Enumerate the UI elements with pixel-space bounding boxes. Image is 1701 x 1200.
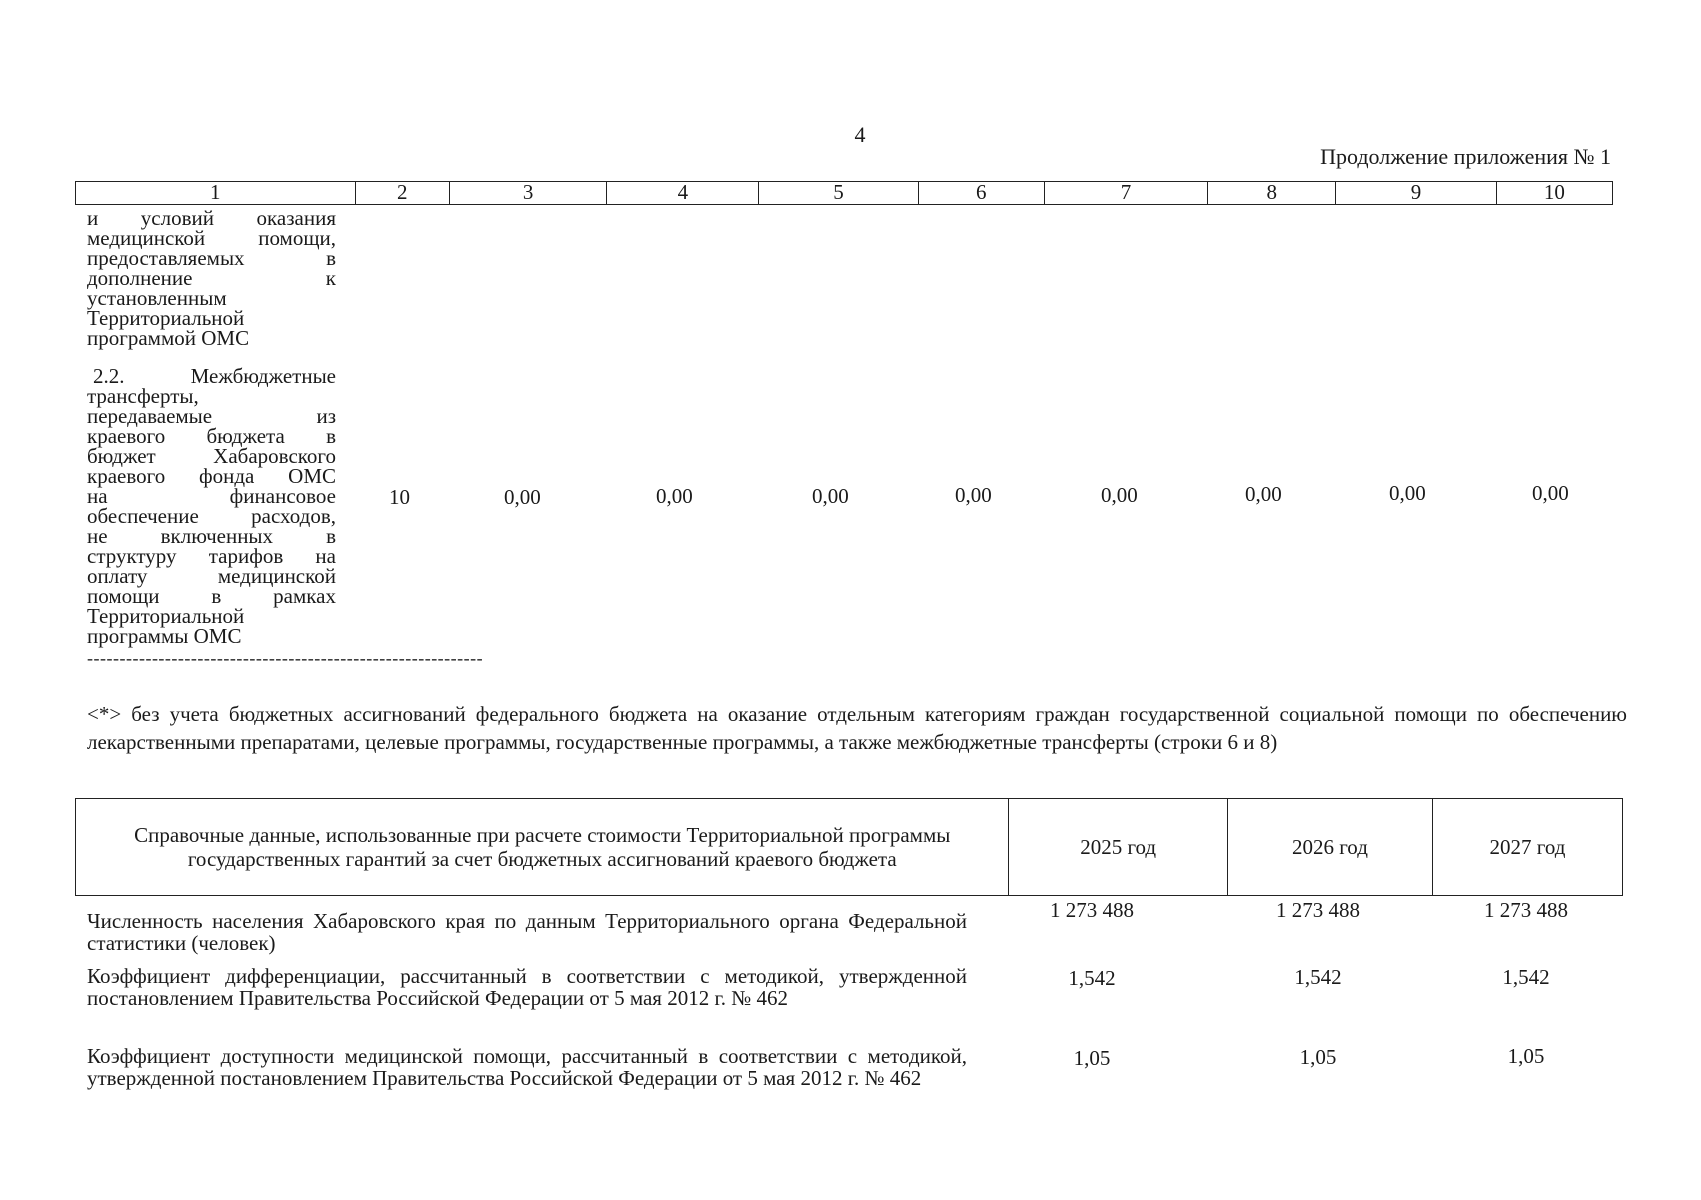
reference-row-differentiation-2026: 1,542 — [1294, 965, 1342, 989]
text-line: и условий оказания — [87, 206, 336, 230]
row-2-2-col-9: 0,00 — [1389, 481, 1426, 505]
column-header-8: 8 — [1207, 182, 1335, 204]
text-line: бюджет Хабаровского — [87, 444, 336, 468]
column-number-header — [75, 181, 1613, 205]
reference-row-population-2025: 1 273 488 — [1050, 898, 1134, 922]
column-header-9: 9 — [1335, 182, 1495, 204]
reference-row-differentiation: Коэффициент дифференциации, рассчитанный в соответствии с методикой, утвержденной постановлением Правительства Российской Федерации от 5 мая 2012 г. № 462 — [87, 964, 967, 1010]
row-2-2-col-10: 0,00 — [1532, 481, 1569, 505]
row-2-2-label — [87, 366, 336, 646]
reference-row-differentiation-2025: 1,542 — [1068, 966, 1116, 990]
reference-row-accessibility: Коэффициент доступности медицинской помощи, рассчитанный в соответствии с методикой, утвержденной постановлением Правительства Российской Федерации от 5 мая 2012 г. № 462 — [87, 1044, 967, 1090]
text-line: 2.2. Межбюджетные — [93, 364, 336, 388]
text-line: Территориальной — [87, 306, 245, 330]
page-number: 4 — [854, 122, 866, 147]
reference-row-accessibility-2026: 1,05 — [1299, 1045, 1337, 1069]
row-2-2-col-6: 0,00 — [955, 483, 992, 507]
appendix-continuation-label: Продолжение приложения № 1 — [1320, 144, 1611, 169]
reference-header-description: Справочные данные, использованные при расчете стоимости Территориальной программы государственных гарантий за счет бюджетных ассигнований краевого бюджета — [134, 823, 951, 871]
column-header-1: 1 — [210, 180, 221, 204]
text-line: обеспечение расходов, — [87, 504, 336, 528]
continued-row-label — [87, 208, 336, 348]
reference-row-accessibility-2027: 1,05 — [1507, 1044, 1545, 1068]
reference-header-year-2026: 2026 год — [1227, 799, 1432, 895]
row-2-2-col-5: 0,00 — [812, 484, 849, 508]
reference-row-population-2027: 1 273 488 — [1484, 898, 1568, 922]
text-line: предоставляемых в — [87, 246, 336, 270]
reference-row-population: Численность населения Хабаровского края по данным Территориального органа Федеральной статистики (человек) — [87, 909, 967, 955]
row-2-2-col-3: 0,00 — [504, 485, 541, 509]
text-line: передаваемые из — [87, 404, 336, 428]
text-line: краевого фонда ОМС — [87, 464, 336, 488]
text-line: Территориальной — [87, 604, 245, 628]
text-line: трансферты, — [87, 384, 199, 408]
row-2-2-col-8: 0,00 — [1245, 482, 1282, 506]
reference-header-year-2025: 2025 год — [1008, 799, 1226, 895]
reference-row-differentiation-2027: 1,542 — [1502, 965, 1550, 989]
column-header-4: 4 — [606, 182, 758, 204]
text-line: дополнение к — [87, 266, 336, 290]
text-line: установленным — [87, 286, 227, 310]
reference-table-header — [75, 798, 1623, 896]
text-line: на финансовое — [87, 484, 336, 508]
text-line: краевого бюджета в — [87, 424, 336, 448]
reference-row-population-2026: 1 273 488 — [1276, 898, 1360, 922]
text-line: оплату медицинской — [87, 564, 336, 588]
column-header-7: 7 — [1044, 182, 1207, 204]
text-line: программой ОМС — [87, 326, 250, 350]
text-line: медицинской помощи, — [87, 226, 336, 250]
row-2-2-col-7: 0,00 — [1101, 483, 1138, 507]
footnote-separator: ------------------------------------------------------------- — [87, 648, 484, 668]
column-header-6: 6 — [918, 182, 1044, 204]
column-header-2: 2 — [355, 182, 450, 204]
row-2-2-col-4: 0,00 — [656, 484, 693, 508]
column-header-10: 10 — [1496, 182, 1612, 204]
text-line: не включенных в — [87, 524, 336, 548]
text-line: помощи в рамках — [87, 584, 336, 608]
column-header-3: 3 — [449, 182, 606, 204]
column-header-5: 5 — [758, 182, 917, 204]
reference-header-year-2027: 2027 год — [1432, 799, 1622, 895]
footnote-text: <*> без учета бюджетных ассигнований федерального бюджета на оказание отдельным категориям граждан государственной социальной помощи по обеспечению лекарственными препаратами, целевые программы, государственные программы, а также межбюджетные трансферты (строки 6 и 8) — [87, 702, 1627, 754]
text-line: программы ОМС — [87, 624, 242, 648]
row-2-2-col-2: 10 — [389, 485, 410, 509]
reference-row-accessibility-2025: 1,05 — [1073, 1046, 1111, 1070]
text-line: структуру тарифов на — [87, 544, 336, 568]
